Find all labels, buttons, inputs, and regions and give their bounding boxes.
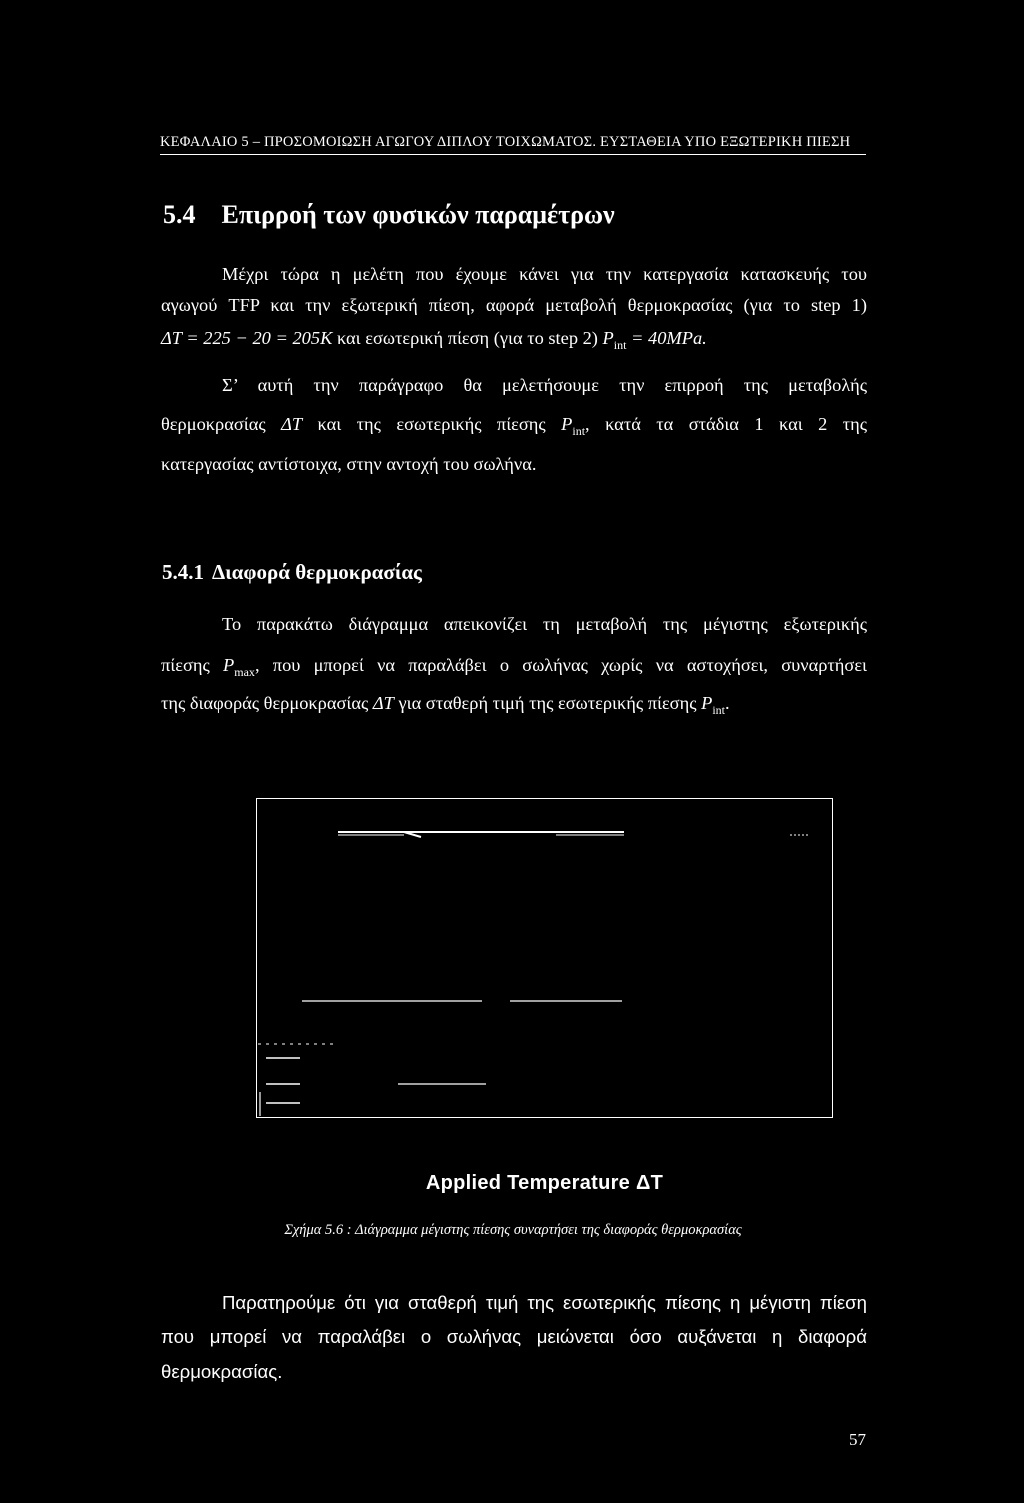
pressure-subscript: int <box>572 424 586 438</box>
figure-caption: Σχήμα 5.6 : Διάγραμμα μέγιστης πίεσης συναρτήσει της διαφοράς θερμοκρασίας <box>284 1222 742 1238</box>
description-line-3 <box>161 694 730 716</box>
scope-line-2 <box>161 415 867 437</box>
observation-line-2: που μπορεί να παραλάβει ο σωλήνας μειώνεται όσο αυξάνεται η διαφορά <box>161 1326 867 1347</box>
scope-text-a: θερμοκρασίας <box>161 414 282 434</box>
section-heading <box>163 200 615 230</box>
intro-line-3 <box>161 329 707 351</box>
description-text-b: , που μπορεί να παραλάβει ο σωλήνας χωρίς να αστοχήσει, συναρτήσει <box>254 655 867 675</box>
page-number: 57 <box>849 1430 866 1449</box>
subsection-heading <box>162 560 422 585</box>
running-header: ΚΕΦΑΛΑΙΟ 5 – ΠΡΟΣΟΜΟΙΩΣΗ ΑΓΩΓΟΥ ΔΙΠΛΟΥ ΤΟΙΧΩΜΑΤΟΣ. ΕΥΣΤΑΘΕΙΑ ΥΠΟ ΕΞΩΤΕΡΙΚΗ ΠΙΕΣΗ <box>160 134 866 155</box>
pressure-symbol: P <box>561 414 573 434</box>
delta-t-symbol: ΔT <box>281 414 303 434</box>
description-text-d: για σταθερή τιμή της εσωτερικής πίεσης <box>393 693 702 713</box>
intro-line-1: Μέχρι τώρα η μελέτη που έχουμε κάνει για την κατεργασία κατασκευής του <box>222 264 867 284</box>
chart-border <box>257 799 833 1118</box>
description-text-a: πίεσης <box>161 655 224 675</box>
section-title: Επιρροή των φυσικών παραμέτρων <box>221 200 615 229</box>
pressure-symbol: P <box>602 328 614 348</box>
observation-line-1: Παρατηρούμε ότι για σταθερή τιμή της εσωτερικής πίεσης η μέγιστη πίεση <box>222 1292 867 1313</box>
scope-line-1: Σ’ αυτή την παράγραφο θα μελετήσουμε την επιρροή της μεταβολής <box>222 375 867 395</box>
pmax-subscript: max <box>234 665 255 679</box>
temperature-equation: ΔT = 225 − 20 = 205K <box>161 328 333 348</box>
intro-line-2: αγωγού TFP και την εξωτερική πίεση, αφορά μεταβολή θερμοκρασίας (για το step 1) <box>161 295 867 315</box>
scope-text-b: και της εσωτερικής πίεσης <box>302 414 562 434</box>
delta-t-symbol: ΔT <box>372 693 394 713</box>
subsection-number: 5.4.1 <box>162 560 204 584</box>
chart-remnant-strokes <box>258 832 808 1116</box>
scope-text-c: , κατά τα στάδια 1 και 2 της <box>585 414 867 434</box>
pressure-subscript: int <box>613 338 627 352</box>
pressure-symbol: P <box>701 693 713 713</box>
section-number: 5.4 <box>163 200 196 229</box>
pressure-value: = 40MPa. <box>626 328 707 348</box>
description-text-c: της διαφοράς θερμοκρασίας <box>161 693 373 713</box>
pmax-symbol: P <box>223 655 235 675</box>
description-line-2 <box>161 656 867 678</box>
observation-line-3: θερμοκρασίας. <box>161 1361 283 1382</box>
pressure-temperature-chart <box>256 798 833 1118</box>
description-line-1: Το παρακάτω διάγραμμα απεικονίζει τη μεταβολή της μέγιστης εξωτερικής <box>222 614 867 634</box>
pressure-subscript: int <box>712 703 725 717</box>
scope-line-3: κατεργασίας αντίστοιχα, στην αντοχή του σωλήνα. <box>161 454 537 474</box>
chart-x-axis-label: Applied Temperature ΔT <box>425 1172 664 1194</box>
subsection-title: Διαφορά θερμοκρασίας <box>212 560 422 584</box>
description-text-e: . <box>725 693 730 713</box>
intro-line-3-text: και εσωτερική πίεση (για το step 2) <box>332 328 603 348</box>
